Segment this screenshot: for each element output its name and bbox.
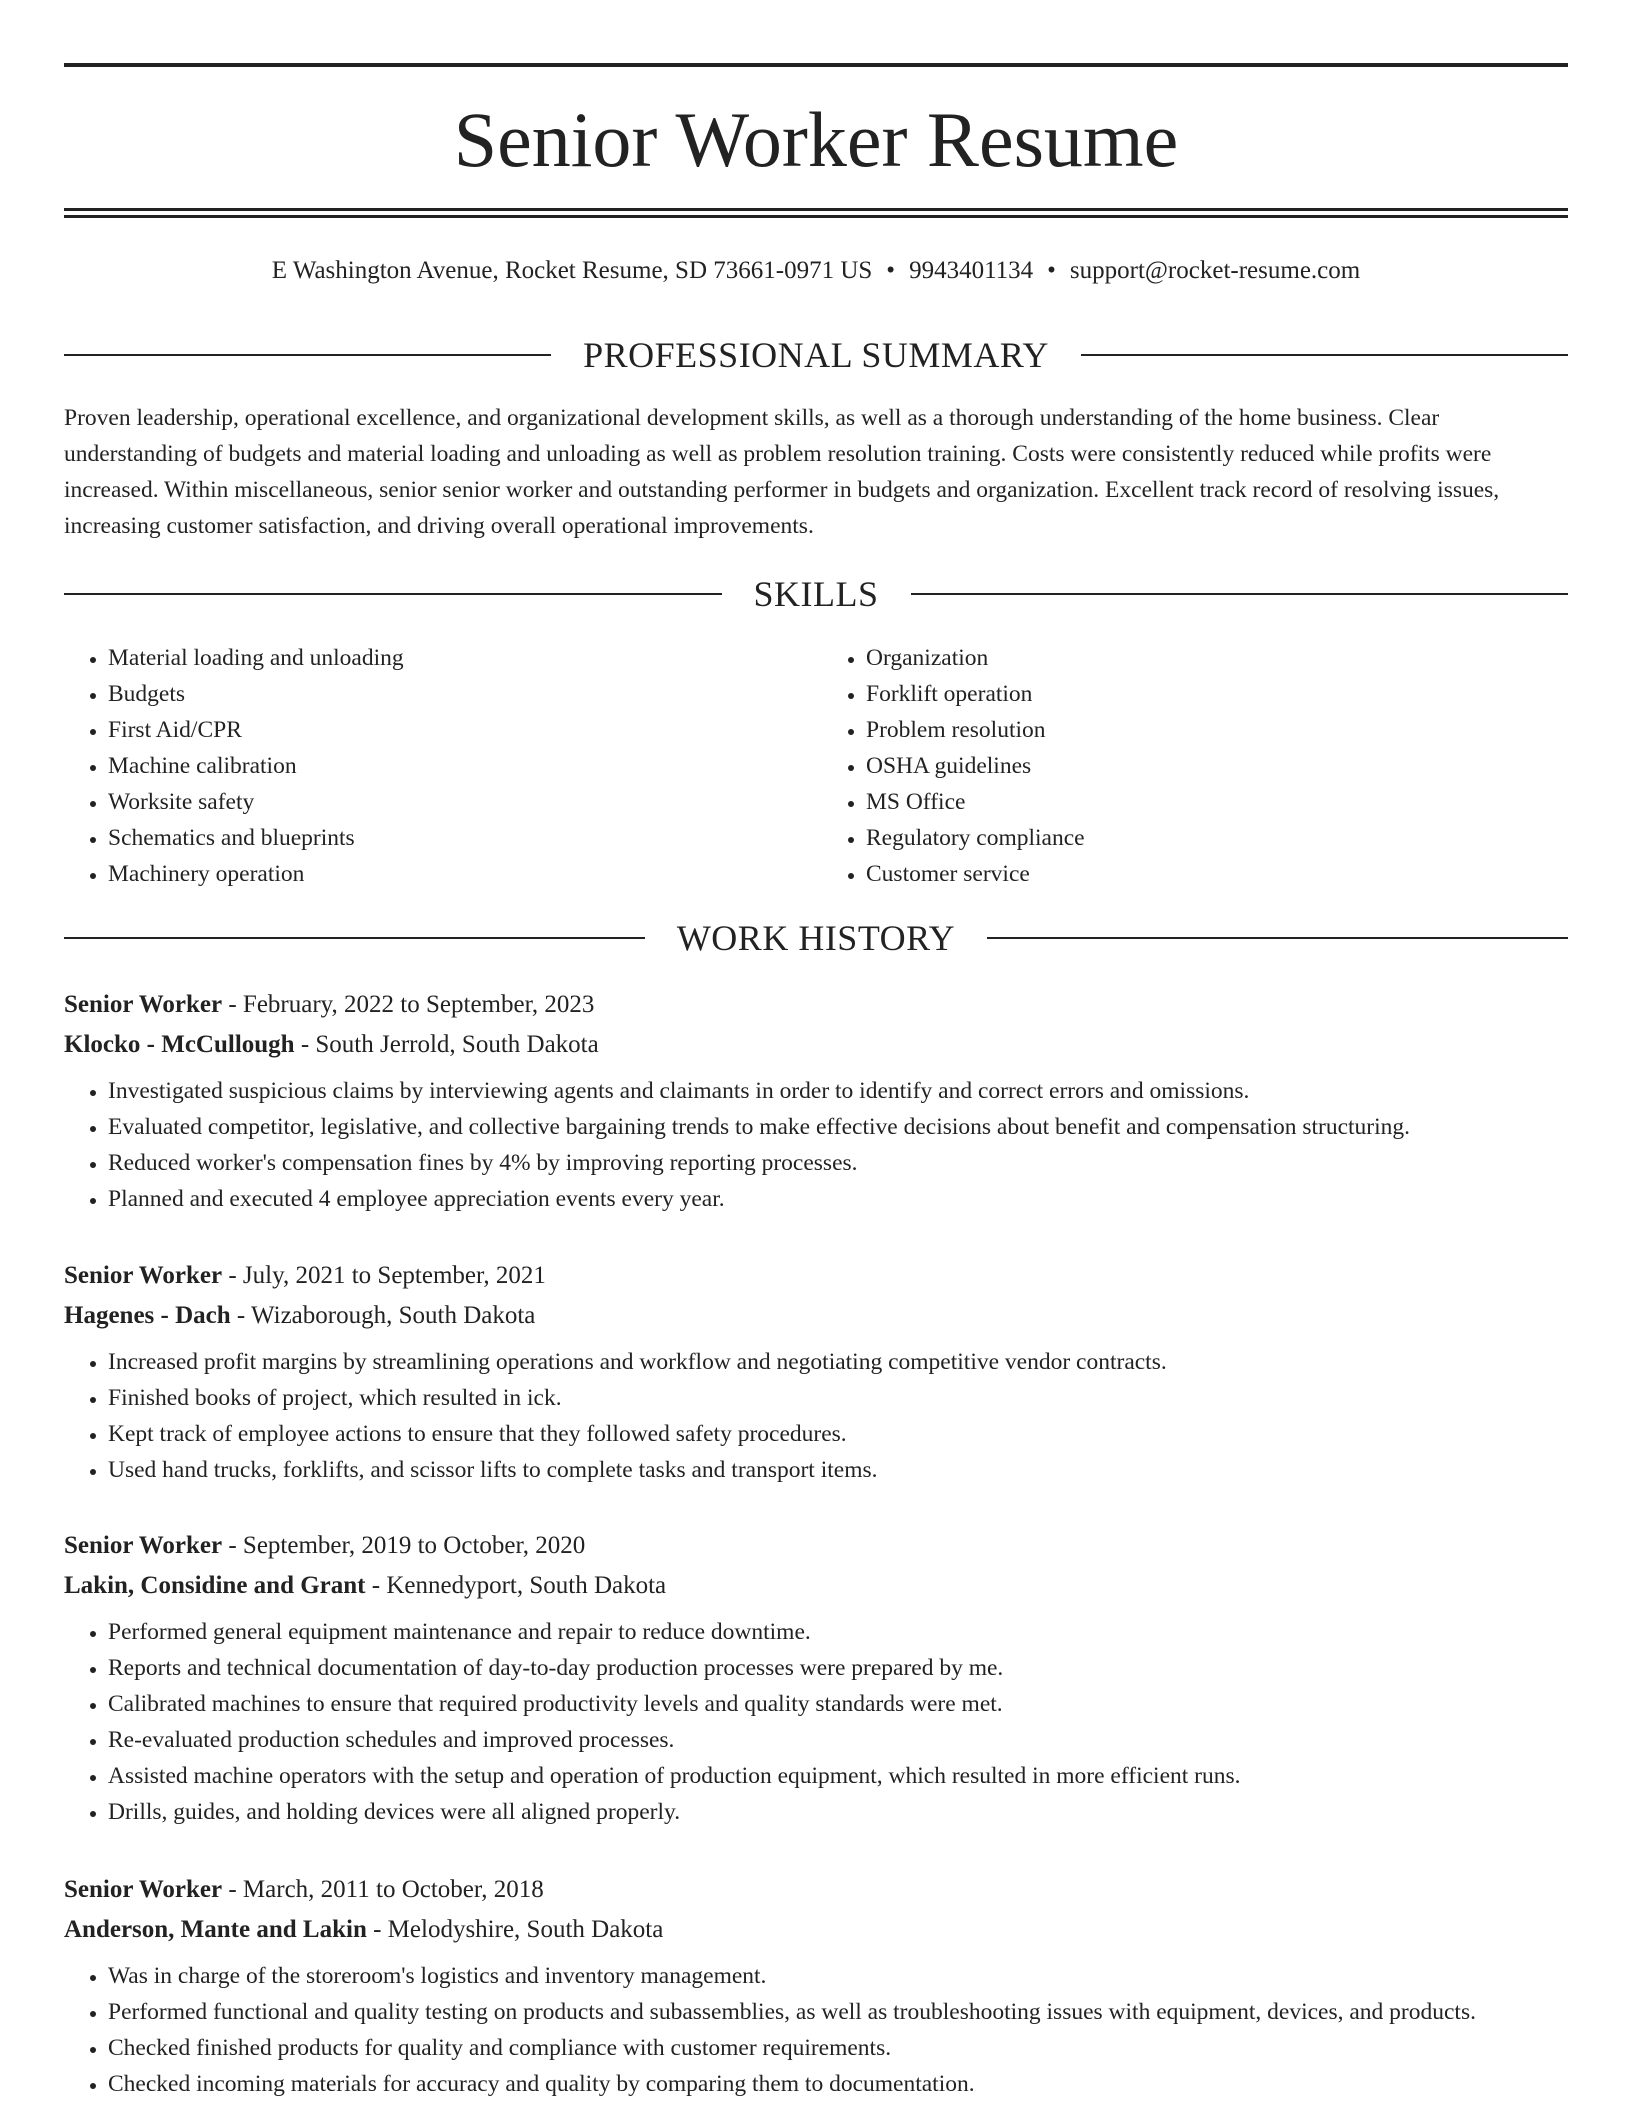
skill-item: • Forklift operation	[866, 676, 1568, 712]
job-bullet: • Increased profit margins by streamlining operations and workflow and negotiating competitive vendor contracts.	[108, 1344, 1568, 1380]
job-bullets	[64, 1073, 1568, 1217]
summary-heading-label: PROFESSIONAL SUMMARY	[583, 335, 1049, 375]
job-title-line	[64, 1870, 1568, 1910]
job-entry	[64, 1870, 1568, 2102]
work-heading-label: WORK HISTORY	[676, 918, 956, 958]
skills-list	[64, 640, 1568, 892]
job-location: - Melodyshire, South Dakota	[366, 1916, 664, 1943]
job-title: Senior Worker	[64, 1532, 223, 1559]
job-company: Klocko - McCullough	[64, 1031, 295, 1058]
skill-item: • Machine calibration	[108, 748, 810, 784]
job-bullet: • Kept track of employee actions to ensure that they followed safety procedures.	[108, 1416, 1568, 1452]
skill-item: • Machinery operation	[108, 856, 810, 892]
heading-rule	[64, 593, 722, 595]
job-company-line	[64, 1566, 1568, 1606]
skill-item: • Problem resolution	[866, 712, 1568, 748]
summary-text: Proven leadership, operational excellence, and organizational development skills, as well as a thorough understanding of the home business. Clear understanding of budgets and material loading and unloading as well as problem resolution training. Costs were consistently reduced while profits were increased. Within miscellaneous, senior senior worker and outstanding performer in budgets and organization. Excellent track record of resolving issues, increasing customer satisfaction, and driving overall operational improvements.	[64, 405, 1500, 539]
job-bullet: • Reports and technical documentation of day-to-day production processes were prepared by me.	[108, 1650, 1568, 1686]
job-dates: - July, 2021 to September, 2021	[222, 1262, 546, 1289]
skill-item: • Schematics and blueprints	[108, 820, 810, 856]
job-company-line	[64, 1296, 1568, 1336]
job-title: Senior Worker	[64, 1876, 223, 1903]
job-bullet: • Assisted machine operators with the setup and operation of production equipment, which resulted in more efficient runs.	[108, 1758, 1568, 1794]
skills-heading	[64, 572, 1568, 616]
heading-rule	[987, 937, 1568, 939]
top-rule	[64, 63, 1568, 67]
summary-heading	[64, 333, 1568, 377]
job-location: - Kennedyport, South Dakota	[365, 1572, 667, 1599]
heading-rule	[64, 937, 645, 939]
skills-column-left	[64, 640, 810, 892]
job-bullet: • Evaluated competitor, legislative, and collective bargaining trends to make effective decisions about benefit and compensation structuring.	[108, 1109, 1568, 1145]
job-entry	[64, 1256, 1568, 1488]
job-bullet: • Re-evaluated production schedules and improved processes.	[108, 1722, 1568, 1758]
job-bullet: • Performed functional and quality testing on products and subassemblies, as well as troubleshooting issues with equipment, devices, and products.	[108, 1994, 1568, 2030]
contact-address: E Washington Avenue, Rocket Resume, SD 73661-0971 US	[271, 257, 873, 284]
job-bullet: • Finished books of project, which resulted in ick.	[108, 1380, 1568, 1416]
job-company: Anderson, Mante and Lakin	[64, 1916, 367, 1943]
job-bullet: • Investigated suspicious claims by interviewing agents and claimants in order to identify and correct errors and omissions.	[108, 1073, 1568, 1109]
skill-item: • MS Office	[866, 784, 1568, 820]
job-bullets	[64, 1614, 1568, 1830]
page-title: Senior Worker Resume	[453, 96, 1179, 183]
job-company: Lakin, Considine and Grant	[64, 1572, 366, 1599]
job-bullet: • Used hand trucks, forklifts, and scissor lifts to complete tasks and transport items.	[108, 1452, 1568, 1488]
job-dates: - February, 2022 to September, 2023	[222, 991, 595, 1018]
skill-item: • Material loading and unloading	[108, 640, 810, 676]
job-bullet: • Calibrated machines to ensure that required productivity levels and quality standards were met.	[108, 1686, 1568, 1722]
job-company-line	[64, 1910, 1568, 1950]
job-entry	[64, 985, 1568, 1217]
skills-column-right	[822, 640, 1568, 892]
job-company: Hagenes - Dach	[64, 1302, 231, 1329]
job-entry	[64, 1526, 1568, 1830]
heading-rule	[1081, 354, 1568, 356]
job-bullet: • Drills, guides, and holding devices were all aligned properly.	[108, 1794, 1568, 1830]
job-bullet: • Performed general equipment maintenance and repair to reduce downtime.	[108, 1614, 1568, 1650]
skill-item: • Customer service	[866, 856, 1568, 892]
contact-phone: 9943401134	[909, 257, 1034, 284]
job-company-line	[64, 1025, 1568, 1065]
job-dates: - March, 2011 to October, 2018	[222, 1876, 544, 1903]
job-dates: - September, 2019 to October, 2020	[222, 1532, 586, 1559]
contact-email: support@rocket-resume.com	[1069, 257, 1361, 284]
skills-heading-label: SKILLS	[753, 574, 879, 614]
skill-item: • Regulatory compliance	[866, 820, 1568, 856]
job-title: Senior Worker	[64, 1262, 223, 1289]
job-bullet: • Checked finished products for quality and compliance with customer requirements.	[108, 2030, 1568, 2066]
skill-item: • Budgets	[108, 676, 810, 712]
skill-item: • Organization	[866, 640, 1568, 676]
title-double-rule	[64, 208, 1568, 218]
job-title: Senior Worker	[64, 991, 223, 1018]
contact-line	[64, 254, 1568, 288]
work-heading	[64, 916, 1568, 960]
heading-rule	[911, 593, 1569, 595]
job-title-line	[64, 1526, 1568, 1566]
job-location: - South Jerrold, South Dakota	[294, 1031, 599, 1058]
contact-separator: •	[1047, 257, 1056, 284]
skill-item: • OSHA guidelines	[866, 748, 1568, 784]
job-bullet: • Reduced worker's compensation fines by 4% by improving reporting processes.	[108, 1145, 1568, 1181]
skill-item: • Worksite safety	[108, 784, 810, 820]
job-bullet: • Planned and executed 4 employee appreciation events every year.	[108, 1181, 1568, 1217]
job-title-line	[64, 985, 1568, 1025]
job-bullets	[64, 1958, 1568, 2102]
job-bullet: • Checked incoming materials for accuracy and quality by comparing them to documentation.	[108, 2066, 1568, 2102]
job-location: - Wizaborough, South Dakota	[230, 1302, 536, 1329]
heading-rule	[64, 354, 551, 356]
contact-separator: •	[886, 257, 896, 284]
skill-item: • First Aid/CPR	[108, 712, 810, 748]
job-title-line	[64, 1256, 1568, 1296]
job-bullets	[64, 1344, 1568, 1488]
job-bullet: • Was in charge of the storeroom's logistics and inventory management.	[108, 1958, 1568, 1994]
